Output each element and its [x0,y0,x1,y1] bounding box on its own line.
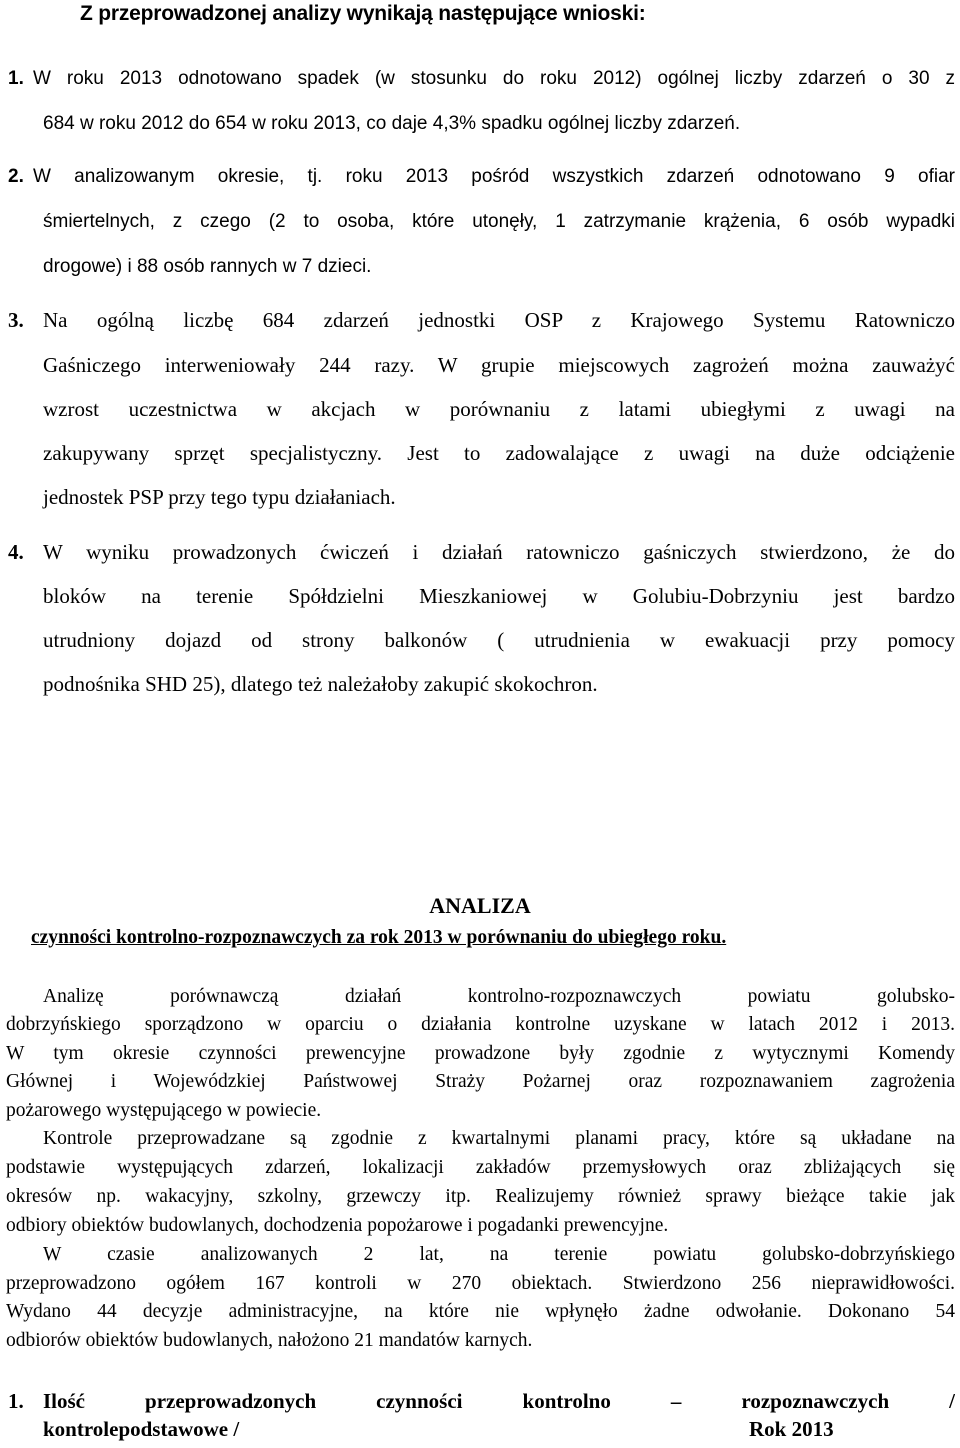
paragraph-line: dobrzyńskiego sporządzono w oparciu o działania kontrolne uzyskane w latach 2012 i 2013. [6,1014,955,1035]
paragraph-line: odbiory obiektów budowlanych, dochodzenia popożarowe i pogadanki prewencyjne. [6,1215,669,1236]
item-line: zakupywany sprzęt specjalistyczny. Jest to zadowalające z uwagi na duże odciążenie [43,441,955,465]
paragraph-line: odbiorów obiektów budowlanych, nałożono 21 mandatów karnych. [6,1330,533,1351]
item-number: 1. [8,68,24,89]
bottom-item-line-1: Ilość przeprowadzonych czynności kontrolno – rozpoznawczych / [43,1389,955,1413]
analiza-title: ANALIZA [429,893,531,918]
item-number: 4. [8,540,24,564]
item-line: W roku 2013 odnotowano spadek (w stosunku do roku 2012) ogólnej liczby zdarzeń o 30 z [33,68,955,89]
item-line: W analizowanym okresie, tj. roku 2013 pośród wszystkich zdarzeń odnotowano 9 ofiar [33,166,955,187]
conclusions-heading: Z przeprowadzonej analizy wynikają następujące wnioski: [80,2,646,25]
paragraph-line: W czasie analizowanych 2 lat, na terenie powiatu golubsko-dobrzyńskiego [43,1244,955,1265]
item-number: 3. [8,308,24,332]
item-line: 684 w roku 2012 do 654 w roku 2013, co daje 4,3% spadku ogólnej liczby zdarzeń. [43,113,741,134]
item-line: bloków na terenie Spółdzielni Mieszkaniowej w Golubiu-Dobrzyniu jest bardzo [43,584,955,608]
item-line: podnośnika SHD 25), dlatego też należałoby zakupić skokochron. [43,672,598,696]
paragraph-line: Głównej i Wojewódzkiej Państwowej Straży Pożarnej oraz rozpoznawaniem zagrożenia [6,1071,955,1092]
item-line: W wyniku prowadzonych ćwiczeń i działań ratowniczo gaśniczych stwierdzono, że do [43,540,955,564]
paragraph-line: pożarowego występującego w powiecie. [6,1100,322,1121]
paragraph-line: Analizę porównawczą działań kontrolno-rozpoznawczych powiatu golubsko- [43,986,955,1007]
item-line: drogowe) i 88 osób rannych w 7 dzieci. [43,256,372,277]
item-line: śmiertelnych, z czego (2 to osoba, które utonęły, 1 zatrzymanie krążenia, 6 osób wypadki [43,211,955,232]
paragraph-line: W tym okresie czynności prewencyjne prowadzone były zgodnie z wytycznymi Komendy [6,1043,955,1064]
bottom-item-line-2-left: kontrolepodstawowe / [43,1417,240,1441]
analiza-subtitle: czynności kontrolno-rozpoznawczych za rok 2013 w porównaniu do ubiegłego roku. [31,927,727,948]
paragraph-line: przeprowadzono ogółem 167 kontroli w 270 obiektach. Stwierdzono 256 nieprawidłowości. [6,1273,955,1294]
paragraph-line: Kontrole przeprowadzane są zgodnie z kwartalnymi planami pracy, które są układane na [43,1128,955,1149]
bottom-item-line-2-right: Rok 2013 [749,1417,834,1441]
item-line: jednostek PSP przy tego typu działaniach. [43,485,396,509]
item-line: wzrost uczestnictwa w akcjach w porównaniu z latami ubiegłymi z uwagi na [43,397,955,421]
bottom-item-number: 1. [8,1389,24,1413]
paragraph-line: Wydano 44 decyzje administracyjne, na które nie wpłynęło żadne odwołanie. Dokonano 54 [6,1301,955,1322]
paragraph-line: podstawie występujących zdarzeń, lokalizacji zakładów przemysłowych oraz zbliżających się [6,1157,955,1178]
item-number: 2. [8,166,24,187]
item-line: Na ogólną liczbę 684 zdarzeń jednostki OSP z Krajowego Systemu Ratowniczo [43,308,955,332]
item-line: Gaśniczego interweniowały 244 razy. W grupie miejscowych zagrożeń można zauważyć [43,353,955,377]
paragraph-line: okresów np. wakacyjny, szkolny, grzewczy itp. Realizujemy również sprawy bieżące takie jak [6,1186,955,1207]
item-line: utrudniony dojazd od strony balkonów ( utrudnienia w ewakuacji przy pomocy [43,628,955,652]
